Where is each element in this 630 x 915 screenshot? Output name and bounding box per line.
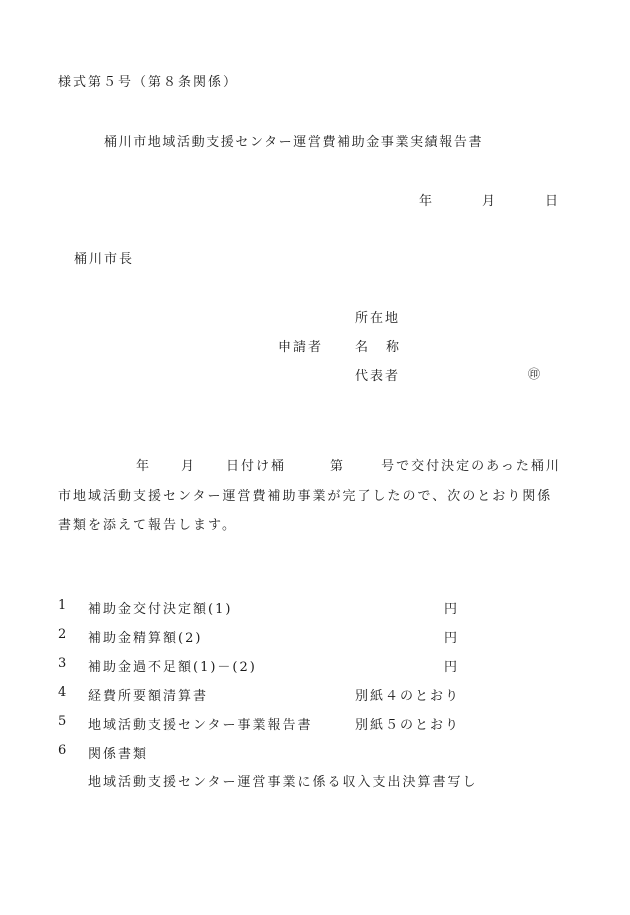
paragraph-line-1 bbox=[58, 452, 574, 482]
paragraph-dated: 日付け桶 bbox=[226, 459, 287, 474]
date-day-label: 日 bbox=[545, 194, 561, 209]
item-value: 別紙５のとおり bbox=[355, 718, 461, 733]
item-number: 5 bbox=[58, 714, 69, 729]
applicant-label: 申請者 bbox=[278, 340, 324, 355]
item-value: 円 bbox=[444, 631, 460, 646]
list-item bbox=[58, 627, 578, 656]
name-label: 名称 bbox=[355, 340, 418, 355]
item-number: 2 bbox=[58, 627, 69, 642]
list-item bbox=[58, 743, 578, 772]
paragraph-no-prefix: 第 bbox=[330, 459, 346, 474]
paragraph-line-2: 市地域活動支援センター運営費補助事業が完了したので、次のとおり関係 bbox=[58, 488, 553, 504]
item-label: 経費所要額清算書 bbox=[88, 689, 209, 704]
report-paragraph bbox=[58, 452, 574, 541]
item-number: 3 bbox=[58, 656, 69, 671]
document-title: 桶川市地域活動支援センター運営費補助金事業実績報告書 bbox=[104, 135, 484, 150]
date-year-label: 年 bbox=[419, 194, 435, 209]
paragraph-month: 月 bbox=[181, 459, 197, 474]
item-value: 円 bbox=[444, 660, 460, 675]
related-document-item: 地域活動支援センター運営事業に係る収入支出決算書写し bbox=[88, 775, 478, 790]
paragraph-line1-rest: 号で交付決定のあった桶川 bbox=[381, 459, 561, 474]
list-item bbox=[58, 714, 578, 743]
item-label: 関係書類 bbox=[88, 747, 149, 762]
item-value: 円 bbox=[444, 602, 460, 617]
representative-label: 代表者 bbox=[355, 369, 401, 384]
item-label: 補助金交付決定額(1) bbox=[88, 602, 233, 617]
form-number: 様式第５号（第８条関係） bbox=[58, 75, 239, 90]
paragraph-line-3: 書類を添えて報告します。 bbox=[58, 518, 237, 533]
item-number: 6 bbox=[58, 743, 69, 758]
list-item bbox=[58, 685, 578, 714]
item-label: 地域活動支援センター事業報告書 bbox=[88, 718, 313, 733]
addressee: 桶川市長 bbox=[74, 252, 135, 267]
date-month-label: 月 bbox=[482, 194, 498, 209]
list-item bbox=[58, 656, 578, 685]
address-label: 所在地 bbox=[355, 311, 401, 326]
item-number: 4 bbox=[58, 685, 69, 700]
item-value: 別紙４のとおり bbox=[355, 689, 461, 704]
item-number: 1 bbox=[58, 598, 69, 613]
paragraph-year: 年 bbox=[136, 459, 152, 474]
item-label: 補助金過不足額(1)－(2) bbox=[88, 660, 257, 675]
item-list bbox=[58, 598, 578, 772]
seal-mark: ㊞ bbox=[528, 367, 541, 381]
item-label: 補助金精算額(2) bbox=[88, 631, 203, 646]
list-item bbox=[58, 598, 578, 627]
